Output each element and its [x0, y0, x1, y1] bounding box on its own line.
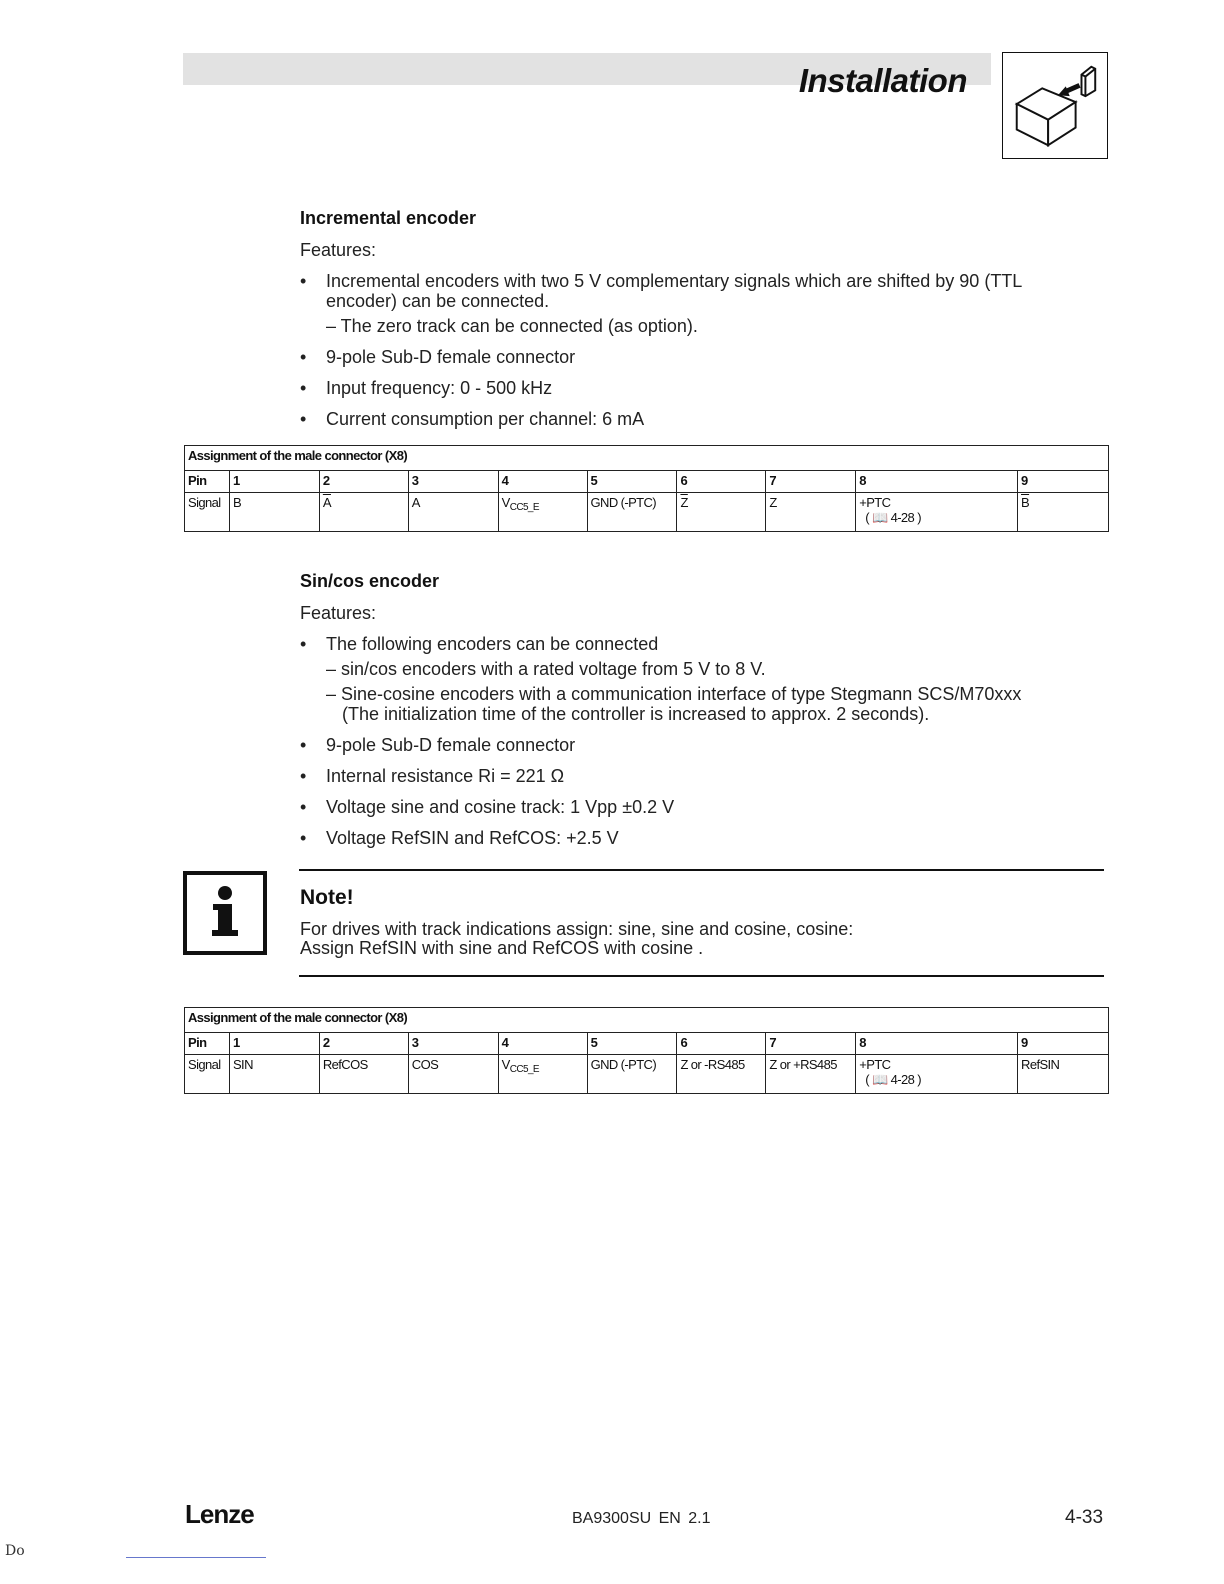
- info-icon: [183, 871, 267, 955]
- features-label: Features:: [300, 603, 377, 623]
- table-cell: $\overline{B}$: [1018, 493, 1109, 532]
- feature-list: [300, 271, 1090, 429]
- list-item: • 9-pole Sub-D female connector: [300, 735, 1090, 755]
- incremental-section: [300, 208, 1090, 440]
- table-cell: 4: [498, 1033, 587, 1055]
- table-row: [185, 1055, 1109, 1094]
- table-cell: 5: [587, 471, 677, 493]
- lenze-logo: Lenze: [185, 1499, 254, 1529]
- table-row: [185, 493, 1109, 532]
- table-cell: Pin: [185, 1033, 230, 1055]
- list-item: • Incremental encoders with two 5 V complementary signals which are shifted by 90 (TTL encoder) can be connected. – The zero track can be connected (as option).: [300, 271, 1090, 336]
- table-cell: 8: [856, 1033, 1018, 1055]
- table-cell: Z or -RS485: [677, 1055, 766, 1094]
- list-item: • Voltage RefSIN and RefCOS: +2.5 V: [300, 828, 1090, 848]
- table-cell: $V_{CC5\_E}$: [498, 1055, 587, 1094]
- table-cell: RefSIN: [1018, 1055, 1109, 1094]
- table-header-row: [185, 471, 1109, 493]
- table-cell: 2: [319, 1033, 408, 1055]
- pin-assignment-table-incremental: [184, 445, 1109, 532]
- table-cell: 1: [229, 1033, 319, 1055]
- list-item: • 9-pole Sub-D female connector: [300, 347, 1090, 367]
- footer-link-line: [126, 1557, 266, 1558]
- page-number: 4-33: [1065, 1507, 1104, 1528]
- table-cell: 6: [677, 1033, 766, 1055]
- list-item: • Input frequency: 0 - 500 kHz: [300, 378, 1090, 398]
- table-cell: 3: [408, 1033, 498, 1055]
- table-cell: +PTC ( 📖 4-28 ): [856, 493, 1018, 532]
- table-cell: Signal: [185, 1055, 230, 1094]
- table-cell: Pin: [185, 471, 230, 493]
- table-cell: $V_{CC5\_E}$: [498, 493, 587, 532]
- table-cell: SIN: [229, 1055, 319, 1094]
- book-icon: 📖: [871, 510, 888, 525]
- table-cell: 9: [1018, 1033, 1109, 1055]
- table-cell: 3: [408, 471, 498, 493]
- page-title: Installation: [798, 62, 967, 99]
- table-cell: A: [408, 493, 498, 532]
- table-cell: 7: [766, 471, 856, 493]
- table-cell: 2: [319, 471, 408, 493]
- table-cell: $\overline{A}$: [319, 493, 408, 532]
- section-title: Sin/cos encoder: [300, 571, 440, 591]
- table-cell: 5: [587, 1033, 677, 1055]
- corner-text: Do: [5, 1543, 25, 1559]
- table-cell: Signal: [185, 493, 230, 532]
- book-icon: 📖: [872, 1072, 888, 1087]
- list-item: • Internal resistance Ri = 221 Ω: [300, 766, 1090, 786]
- installation-box-icon: [1002, 52, 1108, 159]
- table-cell: $\overline{Z}$: [677, 493, 766, 532]
- table-cell: GND (-PTC): [587, 1055, 677, 1094]
- table-caption: Assignment of the male connector (X8): [185, 446, 1109, 471]
- table-cell: Z: [766, 493, 856, 532]
- note-top-rule: [299, 869, 1104, 871]
- pin-assignment-table-sincos: [184, 1007, 1109, 1094]
- table-cell: 4: [498, 471, 587, 493]
- features-label: Features:: [300, 240, 377, 260]
- list-item: • Current consumption per channel: 6 mA: [300, 409, 1090, 429]
- list-item: • Voltage sine and cosine track: 1 Vpp ±0.2 V: [300, 797, 1090, 817]
- section-title: Incremental encoder: [300, 208, 477, 228]
- sincos-section: [300, 571, 1090, 859]
- table-cell: Z or +RS485: [766, 1055, 856, 1094]
- table-cell: COS: [408, 1055, 498, 1094]
- note-bottom-rule: [299, 975, 1104, 977]
- feature-list: [300, 634, 1090, 848]
- table-cell: GND (-PTC): [587, 493, 677, 532]
- table-cell: 9: [1018, 471, 1109, 493]
- list-item: • The following encoders can be connected – sin/cos encoders with a rated voltage from 5 V to 8 V. – Sine-cosine encoders with a communication interface of type Stegmann SCS/M70xxx (The initialization time of the controller is increased to approx. 2 seconds).: [300, 634, 1090, 724]
- note-text: For drives with track indications assign: sine, sine and cosine, cosine: Assign RefSIN with sine and RefCOS with cosine .: [300, 919, 854, 958]
- table-caption: Assignment of the male connector (X8): [185, 1008, 1109, 1033]
- table-cell: B: [229, 493, 319, 532]
- document-id: BA9300SU EN 2.1: [572, 1510, 711, 1527]
- table-cell: RefCOS: [319, 1055, 408, 1094]
- table-cell: 6: [677, 471, 766, 493]
- table-header-row: [185, 1033, 1109, 1055]
- note-title: Note!: [300, 886, 354, 909]
- table-cell: +PTC ( 📖 4-28 ): [856, 1055, 1018, 1094]
- table-cell: 8: [856, 471, 1018, 493]
- table-cell: 7: [766, 1033, 856, 1055]
- table-cell: 1: [229, 471, 319, 493]
